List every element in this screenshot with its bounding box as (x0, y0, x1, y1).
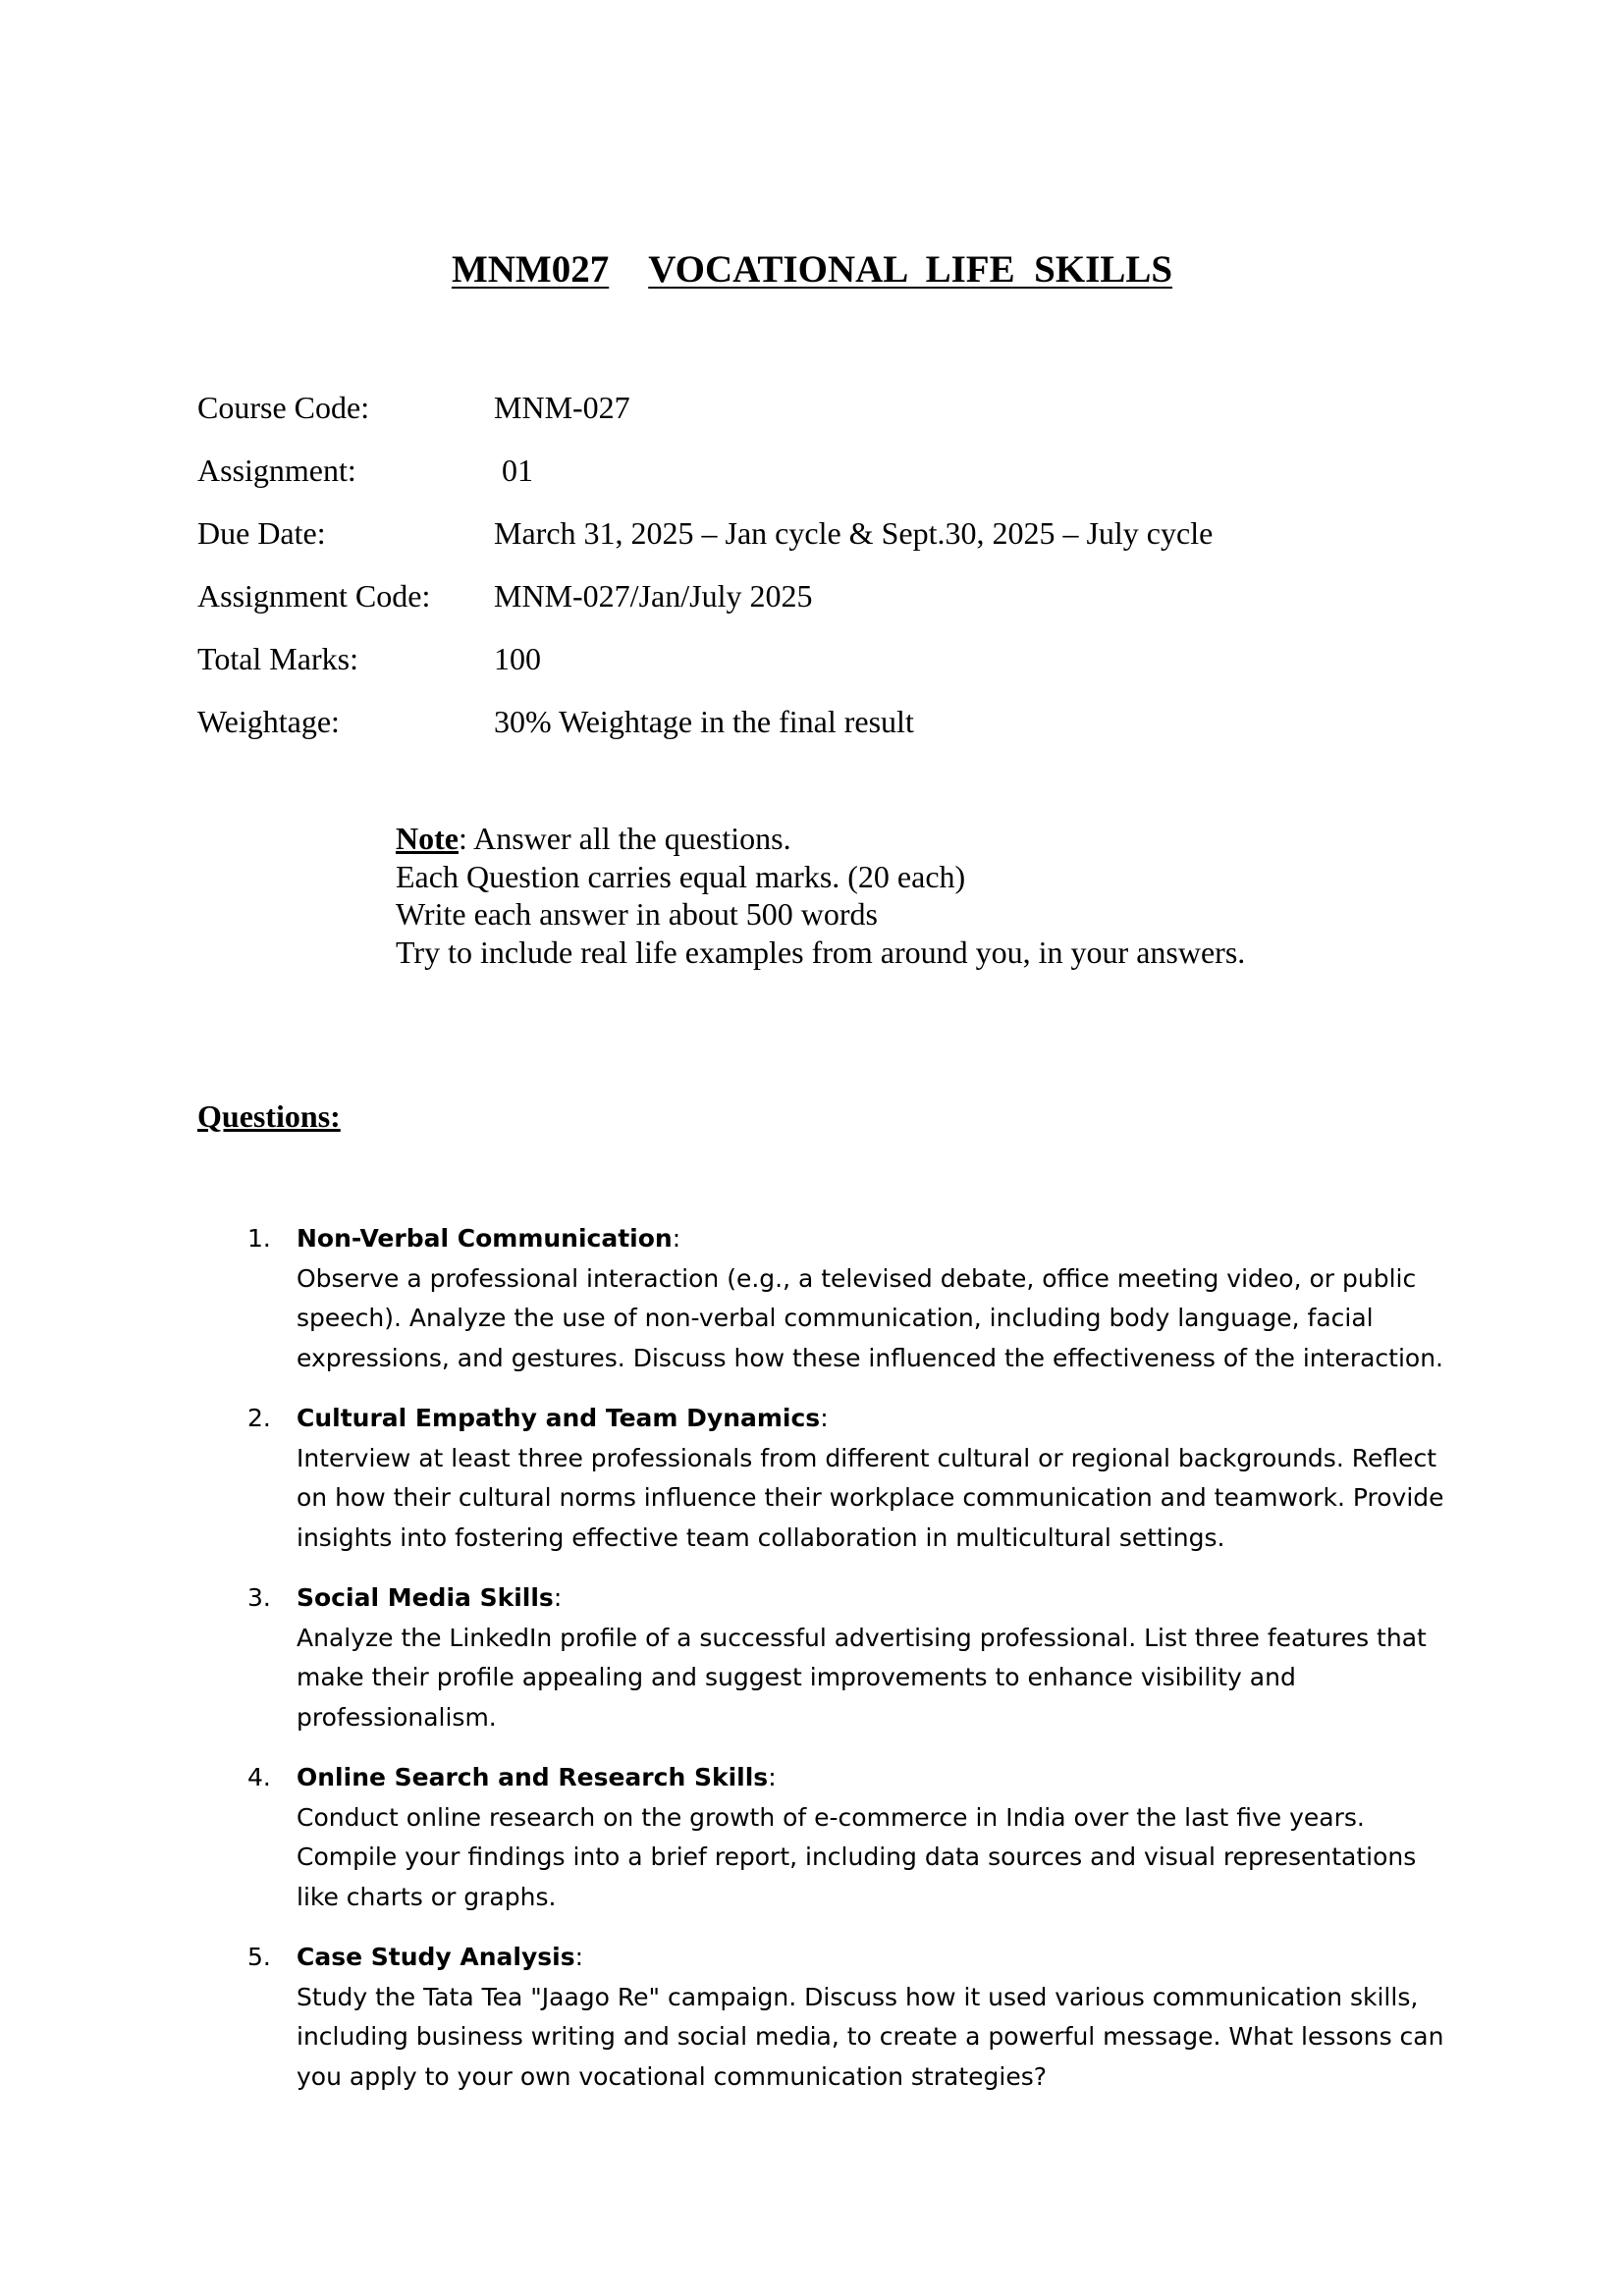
question-title: Online Search and Research Skills (297, 1763, 769, 1791)
question-text: Conduct online research on the growth of e-commerce in India over the last five years. Compile your findings into a brief report, including data sources and visual representations like charts or graphs. (297, 1802, 1417, 1911)
question-number: 4. (247, 1763, 271, 1791)
question-text: Observe a professional interaction (e.g., a televised debate, office meeting video, or public speech). Analyze the use of non-verbal communication, including body language, facial expressions, and gestures. Discuss how these influenced the effectiveness of the interaction. (297, 1263, 1443, 1372)
question-heading (297, 1399, 1455, 1439)
question-item (0, 1578, 1624, 1737)
meta-value: MNM-027 (494, 390, 630, 425)
question-heading (297, 1219, 1455, 1259)
meta-row-due-date (197, 502, 1213, 564)
note-label: Note (396, 821, 459, 856)
question-title: Case Study Analysis (297, 1943, 575, 1971)
question-title: Non-Verbal Communication (297, 1224, 673, 1253)
question-colon: : (820, 1404, 829, 1432)
question-item (0, 1219, 1624, 1378)
course-name-title: VOCATIONAL LIFE SKILLS (648, 248, 1173, 291)
question-text: Study the Tata Tea "Jaago Re" campaign. Discuss how it used various communication skills, including business writing and social media, to create a powerful message. What lessons can you apply to your own vocational communication strategies? (297, 1982, 1444, 2091)
course-code-title: MNM027 (451, 248, 610, 291)
question-heading (297, 1758, 1455, 1798)
question-item (0, 1399, 1624, 1558)
question-item (0, 1938, 1624, 2097)
question-text: Interview at least three professionals from different cultural or regional backgrounds. Reflect on how their cultural norms influence their workplace communication and teamwork. Provide insights into fostering effective team collaboration in multicultural settings. (297, 1443, 1444, 1552)
note-line: Write each answer in about 500 words (396, 896, 878, 932)
question-number: 3. (247, 1583, 271, 1612)
meta-value: 30% Weightage in the final result (494, 704, 914, 739)
question-number: 1. (247, 1224, 271, 1253)
meta-row-course-code (197, 376, 1213, 439)
questions-heading: Questions: (197, 1098, 341, 1134)
question-colon: : (553, 1583, 563, 1612)
meta-row-weightage (197, 690, 1213, 753)
question-item (0, 1758, 1624, 1917)
question-colon: : (672, 1224, 681, 1253)
assignment-meta (197, 376, 1213, 753)
meta-label: Total Marks: (197, 641, 358, 676)
meta-value: March 31, 2025 – Jan cycle & Sept.30, 2025 – July cycle (494, 515, 1214, 551)
note-line (396, 820, 1245, 858)
meta-row-assignment-code (197, 564, 1213, 627)
question-heading (297, 1938, 1455, 1978)
instructions-note (396, 820, 1245, 971)
question-colon: : (768, 1763, 777, 1791)
meta-value: 01 (494, 453, 533, 488)
meta-label: Due Date: (197, 515, 326, 551)
meta-label: Weightage: (197, 704, 340, 739)
note-line: Each Question carries equal marks. (20 each) (396, 858, 966, 894)
meta-value: 100 (494, 641, 541, 676)
question-colon: : (574, 1943, 584, 1971)
note-first-line: : Answer all the questions. (458, 821, 791, 856)
question-title: Cultural Empathy and Team Dynamics (297, 1404, 821, 1432)
meta-label: Assignment Code: (197, 578, 431, 614)
questions-list (0, 1219, 1624, 2117)
meta-value: MNM-027/Jan/July 2025 (494, 578, 813, 614)
question-number: 5. (247, 1943, 271, 1971)
question-title: Social Media Skills (297, 1583, 554, 1612)
question-text: Analyze the LinkedIn profile of a successful advertising professional. List three features that make their profile appealing and suggest improvements to enhance visibility and professionalism. (297, 1623, 1427, 1732)
page-title (0, 245, 1624, 294)
meta-label: Assignment: (197, 453, 356, 488)
question-heading (297, 1578, 1455, 1619)
note-line: Try to include real life examples from around you, in your answers. (396, 934, 1246, 970)
meta-label: Course Code: (197, 390, 370, 425)
meta-row-total-marks (197, 627, 1213, 690)
meta-row-assignment (197, 439, 1213, 502)
question-number: 2. (247, 1404, 271, 1432)
